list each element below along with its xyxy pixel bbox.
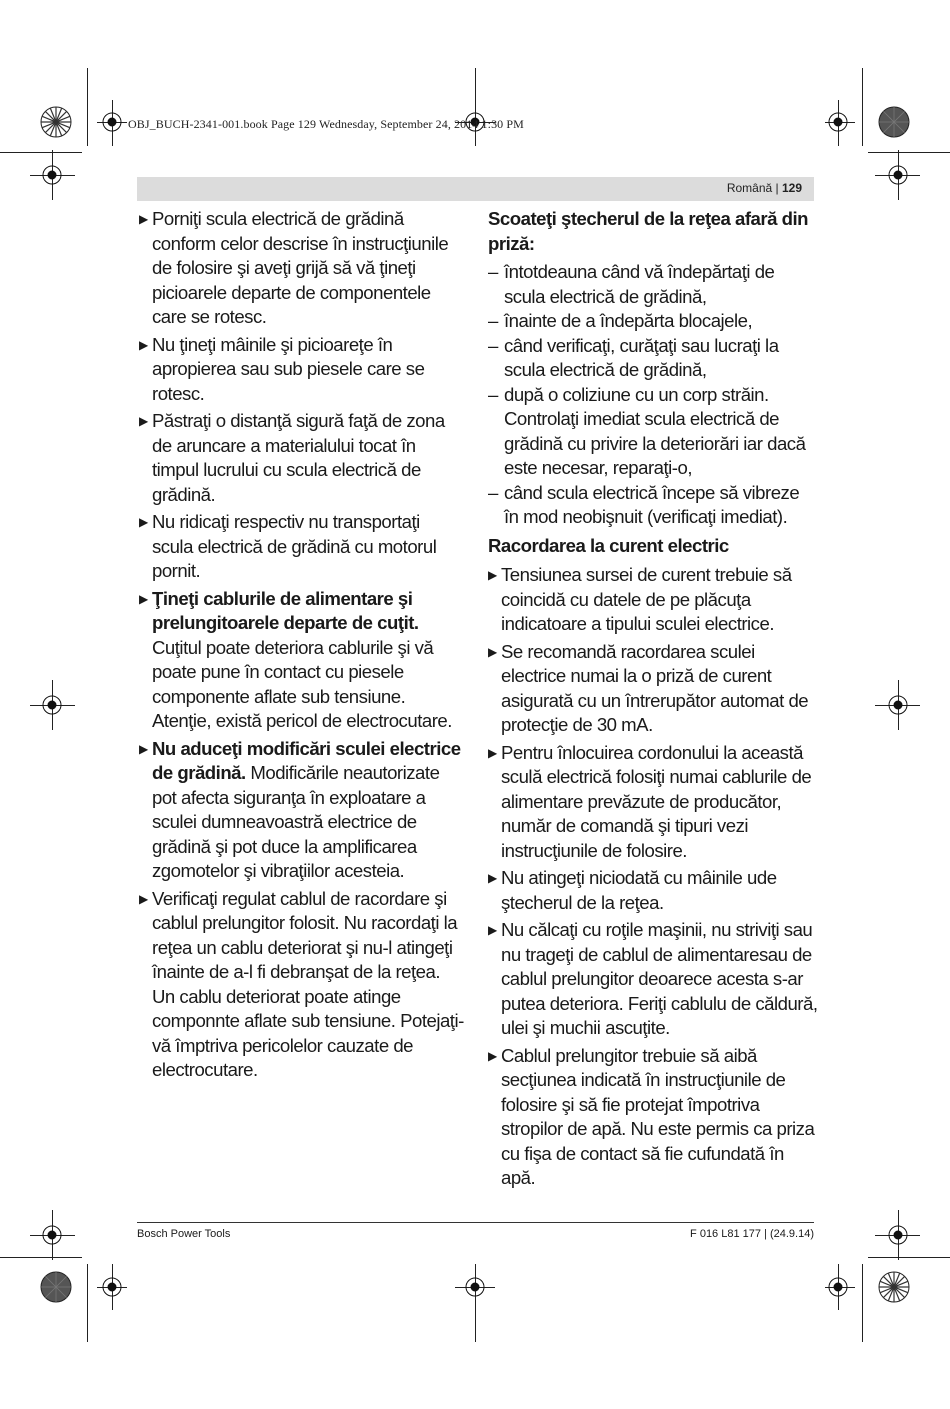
header-language: Română <box>726 181 773 195</box>
color-rosette <box>879 107 909 137</box>
bullet-arrow-icon: ▶ <box>139 414 148 428</box>
safety-item-text: Nu ridicaţi respectiv nu transportaţi scula electrică de grădină cu motorul pornit. <box>152 511 437 581</box>
safety-item <box>139 887 464 1083</box>
dash-item <box>488 260 818 309</box>
dash-item <box>488 334 818 383</box>
safety-item <box>139 333 464 407</box>
registration-target <box>829 1278 847 1296</box>
footer-brand: Bosch Power Tools <box>137 1228 231 1240</box>
bullet-arrow-icon: ▶ <box>139 591 148 606</box>
page-header <box>137 177 814 201</box>
section-heading-electrical: Racordarea la curent electric <box>488 534 729 556</box>
registration-target <box>43 696 61 714</box>
bullet-arrow-icon: ▶ <box>139 515 148 529</box>
dash-item-text: înainte de a îndepărta blocajele, <box>504 310 753 331</box>
safety-item-text: Nu ţineţi mâinile şi picioareţe în apropierea sau sub piesele care se rotesc. <box>152 333 425 404</box>
safety-item-text: Tensiunea sursei de curent trebuie să coincidă cu datele de pe plăcuţa indicatoare a tipului sculei electrice. <box>501 564 792 634</box>
dash-item <box>488 481 818 530</box>
color-rosette <box>41 107 71 137</box>
safety-item <box>488 1044 818 1191</box>
dash-item-text: când verificaţi, curăţaţi sau lucraţi la scula electrică de grădină, <box>504 334 779 380</box>
bullet-arrow-icon: ▶ <box>488 871 497 885</box>
safety-item <box>488 918 818 1041</box>
right-column <box>488 207 818 1194</box>
safety-item-text: Cablul prelungitor trebuie să aibă secţiunea indicată în instrucţiunile de folosire şi să fie protejat împotriva stropilor de apă. Nu este permis ca priza cu fişa de contact să fie cufundată în apă. <box>501 1044 815 1188</box>
dash-item <box>488 383 818 481</box>
safety-item-text: Porniţi scula electrică de grădină conform celor descrise în instrucţiunile de folosire şi aveţi grijă să vă ţineţi picioarele departe de componentele care se rotesc. <box>152 208 449 327</box>
safety-item <box>139 510 464 584</box>
safety-item-bold: Ţineţi cablurile de alimentare şi prelungitoarele departe de cuţit. <box>152 587 419 633</box>
safety-item <box>488 563 818 637</box>
bullet-arrow-icon: ▶ <box>488 745 497 760</box>
dash-mark: – <box>488 481 498 503</box>
footer-rule <box>137 1222 814 1223</box>
left-column <box>139 207 464 1086</box>
registration-target <box>466 1278 484 1296</box>
safety-item <box>488 866 818 915</box>
dash-mark: – <box>488 334 498 356</box>
safety-item-text: Verificaţi regulat cablul de racordare şi cablul prelungitor folosit. Nu racordaţi la reţea un cablu deteriorat şi nu-l atingeţi înainte de a-l fi debranşat de la reţea. Un cablu deteriorat poate atinge componnte aflate sub tensiune. Potejaţi-vă împtriva pericolelor cauzate de electrocutare. <box>152 887 464 1080</box>
registration-target <box>889 1226 907 1244</box>
bullet-arrow-icon: ▶ <box>139 891 148 906</box>
registration-target <box>43 166 61 184</box>
footer-doc-code: F 016 L81 177 | (24.9.14) <box>690 1228 814 1240</box>
bullet-arrow-icon: ▶ <box>139 212 148 226</box>
safety-item <box>139 409 464 507</box>
safety-item-text: Nu atingeţi niciodată cu mâinile ude ştecherul de la reţea. <box>501 867 777 913</box>
bullet-arrow-icon: ▶ <box>139 337 148 352</box>
registration-target <box>103 113 121 131</box>
registration-target <box>889 696 907 714</box>
bullet-arrow-icon: ▶ <box>488 1048 497 1063</box>
section-heading-unplug: Scoateţi ştecherul de la reţea afară din priză: <box>488 208 808 254</box>
safety-item-text: Pentru înlocuirea cordonului la această sculă electrică folosiţi numai cablurile de alimentare prevăzute de producător, număr de comandă şi tipuri vezi instrucţiunile de folosire. <box>501 741 812 861</box>
bullet-arrow-icon: ▶ <box>139 741 148 756</box>
dash-mark: – <box>488 261 498 282</box>
safety-item <box>488 640 818 738</box>
safety-item-text: Modificările neautorizate pot afecta siguranţa în exploatare a sculei dumneavoastră electrice de grădină şi pot duce la amplificarea zgomotelor şi vibraţiilor acesteia. <box>152 762 440 881</box>
registration-target <box>829 113 847 131</box>
page-number: 129 <box>781 181 802 195</box>
dash-item <box>488 309 818 334</box>
dash-item-text: după o coliziune cu un corp străin. Controlaţi imediat scula electrică de grădină cu privire la deteriorări iar dacă este necesar, reparaţi-o, <box>504 383 806 478</box>
color-rosette <box>879 1272 909 1302</box>
safety-item <box>139 587 464 734</box>
safety-item-text: Cuţitul poate deteriora cablurile şi vă poate pune în contact cu piesele componente aflate sub tensiune. Atenţie, există pericol de electrocutare. <box>152 636 452 731</box>
dash-item-text: întotdeauna când vă îndepărtaţi de scula electrică de grădină, <box>504 261 775 307</box>
safety-item-text: Păstraţi o distanţă sigură faţă de zona de aruncare a materialului tocat în timpul lucrului cu scula electrică de grădină. <box>152 410 445 505</box>
bullet-arrow-icon: ▶ <box>488 644 497 659</box>
safety-item-text: Nu călcaţi cu roţile maşinii, nu striviţi sau nu trageţi de cablul de alimentaresau de cablul prelungitor deoarece acesta s-ar putea deteriora. Feriţi cablulu de căldură, ulei şi muchii ascuţite. <box>501 919 818 1038</box>
safety-item-text: Se recomandă racordarea sculei electrice numai la o priză de curent asigurată cu un întrerupător automat de protecţie de 30 mA. <box>501 640 809 735</box>
safety-item-bold: Nu aduceţi modificări sculei electrice de grădină. <box>152 737 461 783</box>
header-separator: | <box>772 181 782 195</box>
registration-target <box>889 166 907 184</box>
dash-item-text: când scula electrică începe să vibreze în mod neobişnuit (verificaţi imediat). <box>504 481 800 527</box>
registration-target <box>103 1278 121 1296</box>
bullet-arrow-icon: ▶ <box>488 923 497 937</box>
registration-target <box>43 1226 61 1244</box>
print-file-info: OBJ_BUCH-2341-001.book Page 129 Wednesday, September 24, 2014 1:30 PM <box>128 117 524 131</box>
safety-item <box>139 737 464 884</box>
safety-item <box>139 207 464 330</box>
bullet-arrow-icon: ▶ <box>488 568 497 582</box>
dash-mark: – <box>488 383 498 405</box>
color-rosette <box>41 1272 71 1302</box>
dash-mark: – <box>488 310 498 331</box>
header-text <box>727 181 802 195</box>
safety-item <box>488 741 818 864</box>
